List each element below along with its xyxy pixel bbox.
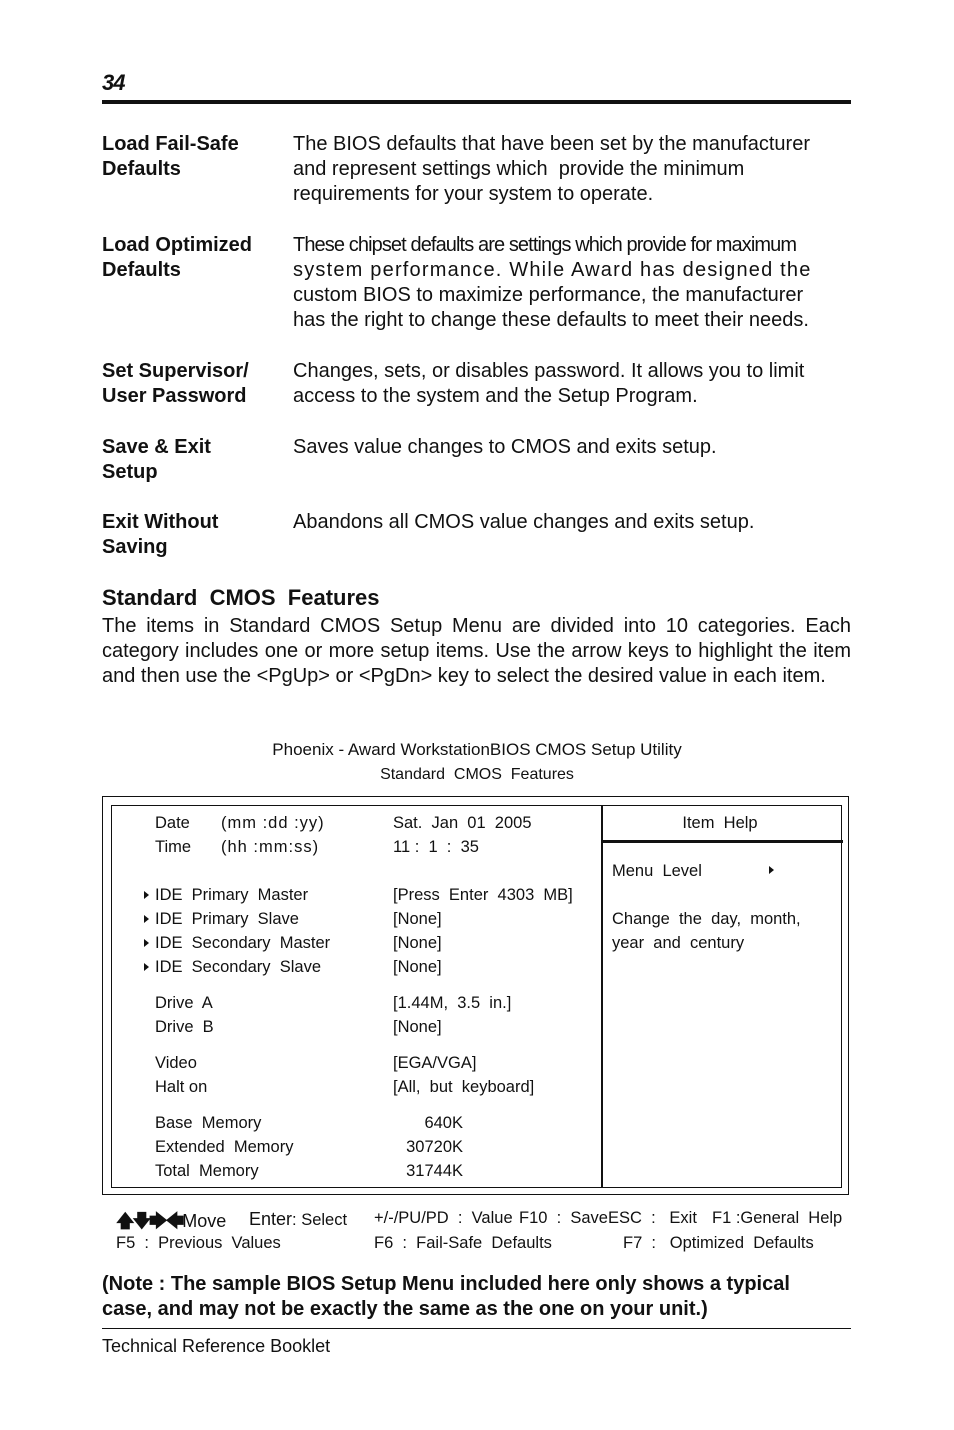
bios-row-drive-b-label[interactable]: Drive B <box>155 1018 214 1036</box>
term-line: Load Fail-Safe <box>102 133 239 155</box>
submenu-arrow-icon <box>144 963 149 971</box>
bios-row-ide-primary-slave-label[interactable]: IDE Primary Slave <box>155 910 299 928</box>
bios-row-extended-memory-value: 30720K <box>406 1138 463 1156</box>
move-arrows-icon: 🡅🡇🡆🡄 <box>116 1211 183 1231</box>
bios-row-total-memory-label: Total Memory <box>155 1162 259 1180</box>
bios-row-time-value[interactable]: 11 : 1 : 35 <box>393 838 479 856</box>
key-legend-f7: F7 : Optimized Defaults <box>623 1234 814 1252</box>
definition-description <box>293 510 851 535</box>
bios-row-time-format: (hh :mm:ss) <box>221 838 320 856</box>
key-legend-f6: F6 : Fail-Safe Defaults <box>374 1234 552 1252</box>
help-text-line: year and century <box>612 934 745 952</box>
term-line: Saving <box>102 536 168 558</box>
bios-row-drive-a-label[interactable]: Drive A <box>155 994 213 1012</box>
definition-term <box>102 510 282 560</box>
definition-term <box>102 233 282 283</box>
note-line: case, and may not be exactly the same as the one on your unit.) <box>102 1298 708 1320</box>
term-line: User Password <box>102 385 247 407</box>
definition-description <box>293 359 851 409</box>
note-text <box>102 1272 851 1322</box>
key-move-label: Move <box>182 1211 227 1231</box>
help-header-rule <box>603 840 843 843</box>
key-legend-exit: ESC : Exit <box>608 1209 697 1227</box>
term-line: Setup <box>102 461 158 483</box>
bios-row-drive-a-value[interactable]: [1.44M, 3.5 in.] <box>393 994 512 1012</box>
footer-rule <box>102 1328 851 1329</box>
key-legend-f5: F5 : Previous Values <box>116 1234 281 1252</box>
help-text-line: Change the day, month, <box>612 910 801 928</box>
desc-line: The BIOS defaults that have been set by the manufacturer <box>293 133 810 155</box>
bios-row-video-label[interactable]: Video <box>155 1054 197 1072</box>
bios-row-total-memory-value: 31744K <box>406 1162 463 1180</box>
key-enter-label: Enter <box>249 1209 293 1229</box>
key-legend-enter <box>249 1209 347 1230</box>
bios-row-extended-memory-label: Extended Memory <box>155 1138 294 1156</box>
menu-level-label: Menu Level <box>612 862 702 880</box>
bios-row-ide-secondary-master-value[interactable]: [None] <box>393 934 442 952</box>
bios-utility-title: Phoenix - Award WorkstationBIOS CMOS Setup Utility <box>272 740 682 759</box>
bios-row-video-value[interactable]: [EGA/VGA] <box>393 1054 477 1072</box>
desc-line: has the right to change these defaults to meet their needs. <box>293 309 809 331</box>
term-line: Load Optimized <box>102 234 252 256</box>
definition-description <box>293 435 851 460</box>
definition-term <box>102 132 282 182</box>
bios-row-ide-secondary-slave-label[interactable]: IDE Secondary Slave <box>155 958 321 976</box>
bios-row-ide-secondary-slave-value[interactable]: [None] <box>393 958 442 976</box>
item-help-header: Item Help <box>682 814 758 832</box>
desc-line: custom BIOS to maximize performance, the manufacturer <box>293 284 804 306</box>
header-rule <box>102 100 851 104</box>
desc-line: Abandons all CMOS value changes and exits setup. <box>293 511 755 533</box>
footer-text: Technical Reference Booklet <box>102 1336 331 1356</box>
definition-term <box>102 359 282 409</box>
bios-row-date-format: (mm :dd :yy) <box>221 814 325 832</box>
term-line: Set Supervisor/ <box>102 360 249 382</box>
bios-row-drive-b-value[interactable]: [None] <box>393 1018 442 1036</box>
key-legend-help: F1 :General Help <box>712 1209 843 1227</box>
bios-row-ide-secondary-master-label[interactable]: IDE Secondary Master <box>155 934 331 952</box>
desc-line: access to the system and the Setup Program. <box>293 385 698 407</box>
bios-row-ide-primary-master-label[interactable]: IDE Primary Master <box>155 886 309 904</box>
menu-level-arrow-icon <box>769 866 774 874</box>
section-title: Standard CMOS Features <box>102 585 380 610</box>
note-line: (Note : The sample BIOS Setup Menu included here only shows a typical <box>102 1273 790 1295</box>
desc-line: system performance. While Award has designed the <box>293 259 812 281</box>
term-line: Defaults <box>102 158 181 180</box>
help-panel-divider <box>601 806 603 1187</box>
bios-row-base-memory-label: Base Memory <box>155 1114 262 1132</box>
bios-row-time-label[interactable]: Time <box>155 838 192 856</box>
submenu-arrow-icon <box>144 915 149 923</box>
desc-line: These chipset defaults are settings which provide for maximum <box>293 234 797 256</box>
bios-row-halt-on-label[interactable]: Halt on <box>155 1078 208 1096</box>
definition-term <box>102 435 282 485</box>
key-legend-value: +/-/PU/PD : Value <box>374 1209 513 1227</box>
definition-description <box>293 132 851 207</box>
term-line: Exit Without <box>102 511 219 533</box>
key-legend-save: F10 : Save <box>519 1209 608 1227</box>
term-line: Defaults <box>102 259 181 281</box>
desc-line: Saves value changes to CMOS and exits setup. <box>293 436 717 458</box>
bios-row-ide-primary-slave-value[interactable]: [None] <box>393 910 442 928</box>
desc-line: and represent settings which provide the minimum <box>293 158 745 180</box>
bios-row-halt-on-value[interactable]: [All, but keyboard] <box>393 1078 535 1096</box>
desc-line: requirements for your system to operate. <box>293 183 654 205</box>
bios-row-date-label[interactable]: Date <box>155 814 190 832</box>
term-line: Save & Exit <box>102 436 211 458</box>
submenu-arrow-icon <box>144 891 149 899</box>
bios-row-base-memory-value: 640K <box>424 1114 463 1132</box>
key-select-label: : Select <box>292 1211 348 1229</box>
bios-row-date-value[interactable]: Sat. Jan 01 2005 <box>393 814 532 832</box>
definition-description <box>293 233 851 333</box>
submenu-arrow-icon <box>144 939 149 947</box>
section-body: The items in Standard CMOS Setup Menu are divided into 10 categories. Each category includes one or more setup items. Use the arrow keys to highlight the item and then use the <PgUp> or <PgDn> key to select the desired value in each item. <box>102 615 851 687</box>
bios-row-ide-primary-master-value[interactable]: [Press Enter 4303 MB] <box>393 886 573 904</box>
bios-utility-subtitle: Standard CMOS Features <box>380 766 574 783</box>
desc-line: Changes, sets, or disables password. It allows you to limit <box>293 360 805 382</box>
page-number: 34 <box>102 70 125 95</box>
